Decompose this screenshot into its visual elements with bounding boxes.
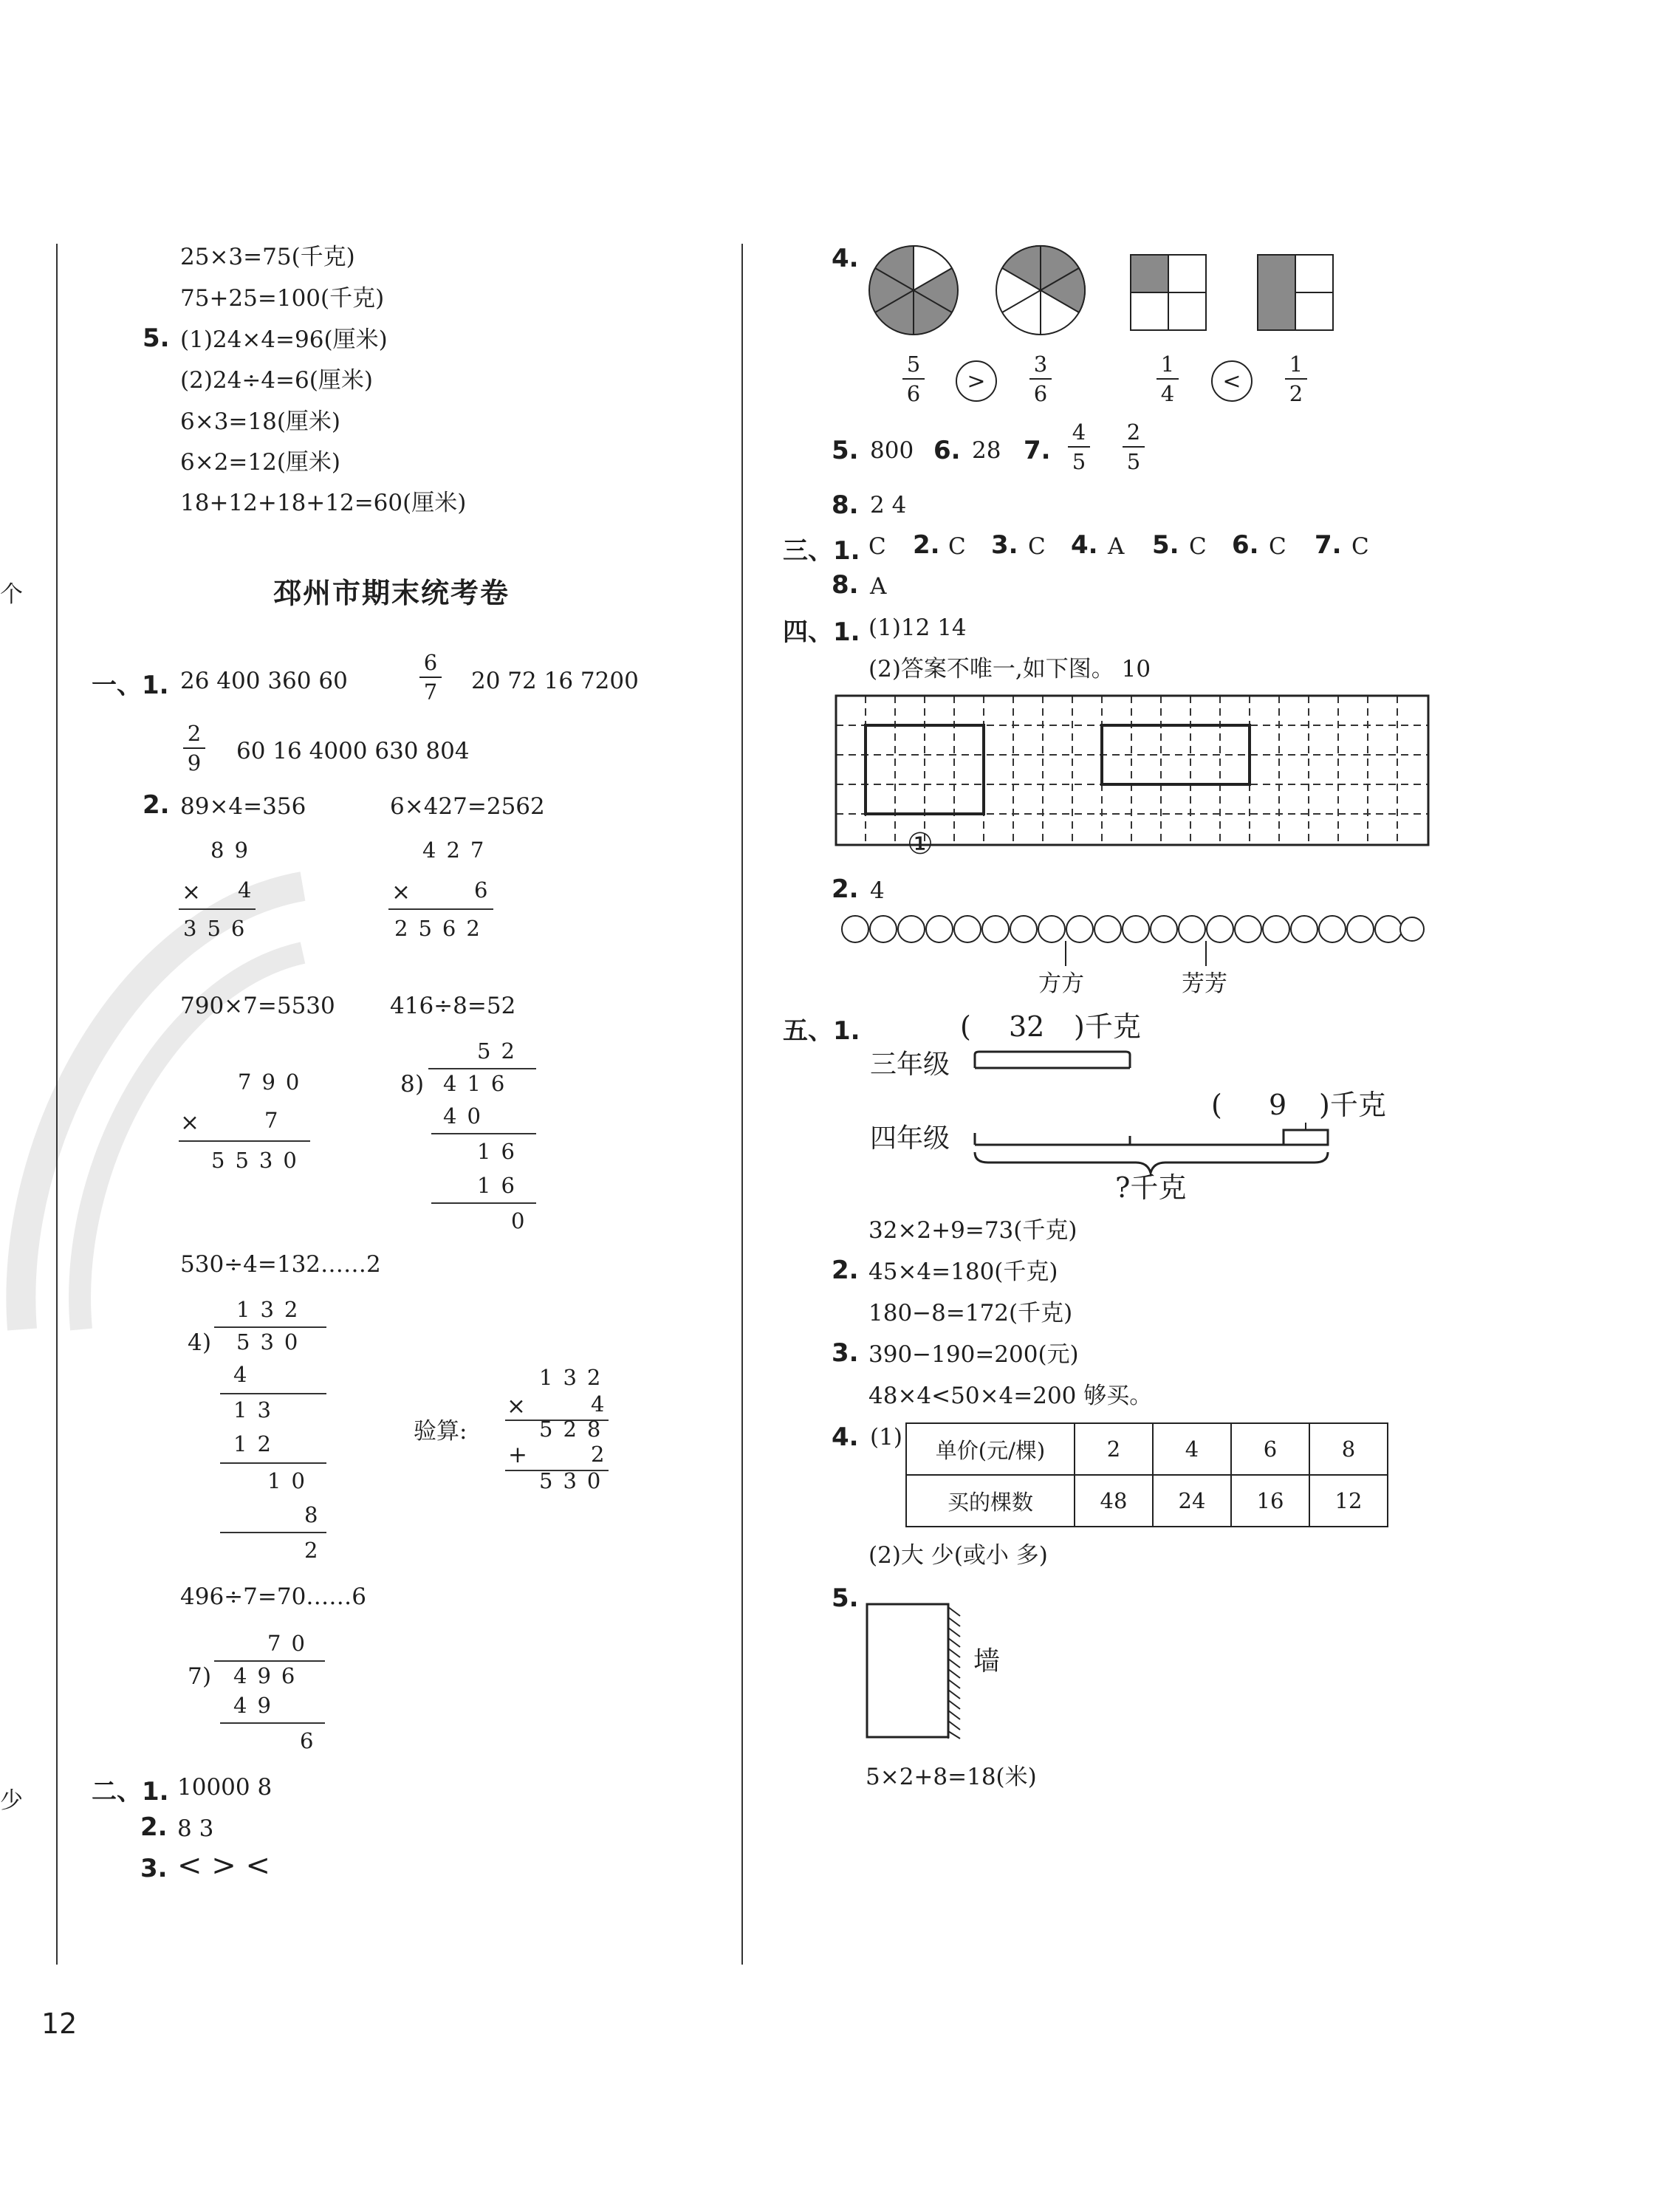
answer: A <box>870 573 887 600</box>
vertical-calc-operator: × <box>182 879 201 905</box>
division-quotient: 52 <box>477 1038 525 1064</box>
division-step: 4 <box>233 1362 258 1387</box>
answer-row: 60 16 4000 630 804 <box>236 738 470 764</box>
answer-row: 8 3 <box>177 1815 214 1842</box>
question-number: 4. <box>832 1422 859 1452</box>
fraction-numerator: 4 <box>1072 420 1086 445</box>
section-label: 五、1. <box>783 1016 860 1046</box>
question-number: 5. <box>832 436 859 465</box>
fraction <box>419 650 442 705</box>
division-quotient: 132 <box>236 1297 309 1322</box>
question-number: 2. <box>140 1812 168 1842</box>
grade-label: 三年级 <box>870 1049 950 1080</box>
compare-circle: < <box>1211 360 1253 402</box>
table-row <box>906 1423 1388 1475</box>
bead-label: 方方 <box>1038 970 1084 997</box>
fraction-numerator: 6 <box>423 650 438 675</box>
question-number: 7. <box>1024 436 1051 465</box>
vertical-calc-digits: 6 <box>474 877 498 903</box>
eq-line: 6×2=12(厘米) <box>180 449 341 476</box>
question-number: 3. <box>140 1854 168 1883</box>
division-bar <box>428 1068 536 1069</box>
calc-line <box>179 908 256 910</box>
table-cell: 6 <box>1231 1423 1309 1475</box>
eq-line: 530÷4=132……2 <box>180 1251 381 1278</box>
division-step: 2 <box>304 1538 329 1563</box>
fraction-numerator: 3 <box>1033 352 1048 377</box>
table-cell: 8 <box>1309 1423 1388 1475</box>
question-number: 5. <box>143 323 170 353</box>
eq-line: 5×2+8=18(米) <box>866 1764 1037 1790</box>
eq-line: 6×3=18(厘米) <box>180 408 341 435</box>
division-step: 6 <box>300 1728 324 1753</box>
answer: (1)12 14 <box>868 614 967 641</box>
margin-fragment-2: 少 <box>0 1787 23 1814</box>
vertical-calc-digits: 4 <box>238 877 262 903</box>
bead-string <box>840 913 1425 972</box>
fraction <box>1029 352 1052 406</box>
section-label: 二、1. <box>92 1777 169 1807</box>
fraction-square-1-4 <box>1130 254 1207 331</box>
division-step: 13 <box>233 1397 281 1422</box>
question-number: 8. <box>832 570 859 600</box>
fraction <box>902 352 925 406</box>
exam-title: 邳州市期末统考卷 <box>273 577 510 609</box>
calc-line <box>220 1393 326 1394</box>
answer: A <box>1108 533 1125 560</box>
question-number: 2. <box>832 1256 859 1285</box>
question-number: 2. <box>913 530 940 560</box>
price-table <box>905 1422 1388 1527</box>
eq-line: 790×7=5530 <box>180 993 335 1019</box>
fraction-denominator: 4 <box>1160 381 1175 406</box>
question-number: 7. <box>1315 530 1342 560</box>
calc-line <box>431 1202 536 1204</box>
diagram-paren: ( <box>960 1010 971 1043</box>
question-number: 3. <box>832 1338 859 1368</box>
fraction-numerator: 1 <box>1160 352 1175 377</box>
division-bar <box>214 1326 326 1328</box>
answer: 2 4 <box>870 492 907 518</box>
vertical-calc-digits: 427 <box>422 838 495 863</box>
table-header-cell: 单价(元/棵) <box>906 1423 1075 1475</box>
fraction-denominator: 9 <box>187 750 202 775</box>
vertical-calc-digits: 5530 <box>211 1148 307 1173</box>
answer: C <box>1351 533 1369 560</box>
vertical-calc-digits: 2562 <box>394 916 490 941</box>
eq-line: 416÷8=52 <box>390 993 516 1019</box>
answer: C <box>1028 533 1046 560</box>
division-dividend: 496 <box>233 1663 306 1688</box>
division-bar <box>214 1660 325 1662</box>
compare-circle: > <box>956 360 997 402</box>
vertical-calc-digits: 7 <box>264 1108 289 1133</box>
question-number: 3. <box>991 530 1018 560</box>
vertical-calc-digits: 89 <box>210 838 258 863</box>
calc-line <box>179 1140 310 1142</box>
division-step: 8 <box>304 1502 329 1527</box>
fraction-numerator: 1 <box>1289 352 1303 377</box>
fraction-denominator: 5 <box>1072 449 1086 474</box>
eq-line: 45×4=180(千克) <box>868 1259 1058 1285</box>
check-label: 验算: <box>414 1418 467 1445</box>
division-bracket: ) <box>415 1071 425 1098</box>
table-cell: 24 <box>1153 1475 1231 1527</box>
eq-line: 75+25=100(千克) <box>180 285 385 312</box>
question-number: 2. <box>832 874 859 904</box>
fraction <box>1123 420 1145 474</box>
division-quotient: 70 <box>267 1631 315 1656</box>
vertical-calc-digits: 528 <box>539 1417 611 1442</box>
wall-rectangle-figure <box>864 1601 967 1742</box>
eq-line: 390−190=200(元) <box>868 1341 1079 1368</box>
division-step: 40 <box>443 1103 491 1129</box>
fraction-denominator: 2 <box>1289 381 1303 406</box>
eq-line: 6×427=2562 <box>390 793 545 820</box>
fraction-numerator: 5 <box>906 352 921 377</box>
division-dividend: 416 <box>443 1071 515 1096</box>
division-divisor: 8 <box>400 1071 415 1098</box>
eq-line: (2)24÷4=6(厘米) <box>180 367 373 394</box>
grade-label: 四年级 <box>870 1123 950 1154</box>
calc-line <box>431 1133 536 1134</box>
table-row <box>906 1475 1388 1527</box>
bar-three-grade <box>973 1049 1133 1071</box>
margin-fragment-1: 个 <box>0 581 23 608</box>
answer-row: 10000 8 <box>177 1774 273 1801</box>
fraction-numerator: 2 <box>1126 420 1141 445</box>
fraction <box>1285 352 1307 406</box>
fraction <box>183 721 205 775</box>
section-label: 四、1. <box>783 617 860 647</box>
sub-question: (1) <box>870 1424 902 1451</box>
fraction-numerator: 2 <box>187 721 202 746</box>
vertical-calc-digits: 356 <box>183 916 256 941</box>
division-divisor: 7 <box>188 1663 202 1690</box>
diagram-unit: )千克 <box>1319 1089 1386 1121</box>
fraction-denominator: 6 <box>1033 381 1048 406</box>
page-number: 12 <box>41 2007 78 2040</box>
division-step: 16 <box>477 1173 525 1198</box>
answer: 800 <box>870 437 914 464</box>
division-bracket: ) <box>202 1663 212 1690</box>
answer-row: 26 400 360 60 <box>180 668 348 694</box>
division-step: 10 <box>267 1468 315 1493</box>
question-number: 6. <box>933 436 961 465</box>
calc-line <box>220 1722 325 1724</box>
question-number: 4. <box>1071 530 1098 560</box>
vertical-calc-digits: 530 <box>539 1468 611 1493</box>
fraction <box>1157 352 1179 406</box>
fraction-denominator: 7 <box>423 679 438 705</box>
division-step: 12 <box>233 1431 281 1456</box>
division-step: 49 <box>233 1693 281 1718</box>
calc-line <box>220 1532 326 1533</box>
fraction <box>1068 420 1090 474</box>
eq-line: 48×4<50×4=200 够买。 <box>868 1383 1153 1409</box>
vertical-calc-digits: 2 <box>591 1442 615 1467</box>
table-cell: 16 <box>1231 1475 1309 1527</box>
wall-label: 墙 <box>973 1646 1001 1677</box>
vertical-calc-operator: × <box>180 1109 199 1136</box>
table-cell: 48 <box>1075 1475 1153 1527</box>
answer: C <box>1189 533 1207 560</box>
vertical-calc-digits: 132 <box>539 1365 611 1390</box>
answer: C <box>868 533 886 560</box>
calc-line <box>388 908 493 910</box>
column-divider <box>741 244 743 1965</box>
vertical-calc-operator: × <box>507 1393 526 1420</box>
answer-row: < > < <box>177 1849 270 1883</box>
vertical-calc-operator: × <box>391 879 411 905</box>
left-margin-line <box>56 244 58 1965</box>
figure-mark: ① <box>907 827 933 861</box>
vertical-calc-operator: + <box>508 1442 527 1468</box>
eq-line: (1)24×4=96(厘米) <box>180 326 388 353</box>
question-number: 6. <box>1232 530 1259 560</box>
sub-answer: (2)大 少(或小 多) <box>868 1542 1048 1569</box>
eq-line: 89×4=356 <box>180 793 306 820</box>
table-cell: 4 <box>1153 1423 1231 1475</box>
question-number: 8. <box>832 490 859 520</box>
answer: 28 <box>972 437 1001 464</box>
vertical-calc-digits: 790 <box>238 1069 310 1095</box>
fraction-circle-5-6 <box>867 244 960 337</box>
diagram-value: 9 <box>1269 1089 1287 1121</box>
question-number: 5. <box>1152 530 1179 560</box>
division-bracket: ) <box>202 1329 212 1356</box>
bead-label: 芳芳 <box>1182 970 1227 997</box>
fraction-denominator: 5 <box>1126 449 1141 474</box>
section-label: 一、1. <box>92 671 169 700</box>
diagram-value: 32 <box>1009 1010 1045 1043</box>
answer: C <box>948 533 966 560</box>
fraction-square-1-2 <box>1257 254 1334 331</box>
eq-line: 32×2+9=73(千克) <box>868 1217 1077 1244</box>
calc-line <box>220 1462 326 1464</box>
division-step: 16 <box>477 1139 525 1164</box>
fraction-circle-3-6 <box>994 244 1087 337</box>
question-number: 5. <box>832 1583 859 1613</box>
diagram-unit: )千克 <box>1074 1010 1141 1043</box>
eq-line: 25×3=75(千克) <box>180 244 355 270</box>
table-header-cell: 买的棵数 <box>906 1475 1075 1527</box>
division-divisor: 4 <box>188 1329 202 1356</box>
table-cell: 12 <box>1309 1475 1388 1527</box>
answer-row: 20 72 16 7200 <box>471 668 639 694</box>
vertical-calc-digits: 4 <box>591 1391 615 1417</box>
section-label: 三、1. <box>783 536 860 566</box>
table-cell: 2 <box>1075 1423 1153 1475</box>
division-step: 0 <box>511 1208 535 1233</box>
question-number: 2. <box>143 790 170 820</box>
division-dividend: 530 <box>236 1329 309 1355</box>
diagram-paren: ( <box>1211 1089 1222 1121</box>
answer: (2)答案不唯一,如下图。 10 <box>868 656 1151 682</box>
diagram-question: ?千克 <box>1115 1171 1187 1204</box>
dot-grid-figure <box>835 694 1430 848</box>
eq-line: 496÷7=70……6 <box>180 1583 367 1610</box>
answer: C <box>1269 533 1286 560</box>
eq-line: 18+12+18+12=60(厘米) <box>180 490 467 516</box>
fraction-denominator: 6 <box>906 381 921 406</box>
answer: 4 <box>870 877 885 904</box>
eq-line: 180−8=172(千克) <box>868 1300 1073 1326</box>
question-number: 4. <box>832 244 859 273</box>
